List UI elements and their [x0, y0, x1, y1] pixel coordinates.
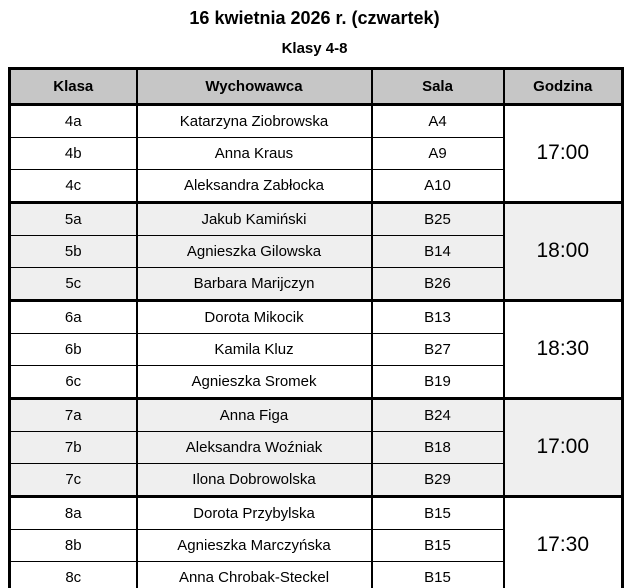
teacher-cell: Ilona Dobrowolska: [137, 463, 372, 496]
room-cell: B26: [372, 267, 504, 300]
room-cell: A10: [372, 169, 504, 202]
class-cell: 6b: [10, 333, 137, 365]
teacher-cell: Anna Figa: [137, 398, 372, 431]
table-row: [10, 300, 623, 333]
document-header: [0, 0, 629, 57]
column-header-sala: Sala: [372, 68, 504, 104]
teacher-cell: Barbara Marijczyn: [137, 267, 372, 300]
room-cell: B13: [372, 300, 504, 333]
teacher-cell: Agnieszka Sromek: [137, 365, 372, 398]
class-group-5: [10, 202, 623, 300]
teacher-cell: Anna Kraus: [137, 137, 372, 169]
class-cell: 5c: [10, 267, 137, 300]
teacher-cell: Agnieszka Gilowska: [137, 235, 372, 267]
teacher-cell: Dorota Mikocik: [137, 300, 372, 333]
page-title: 16 kwietnia 2026 r. (czwartek): [189, 8, 440, 28]
teacher-cell: Dorota Przybylska: [137, 496, 372, 529]
room-cell: B25: [372, 202, 504, 235]
class-cell: 5a: [10, 202, 137, 235]
teacher-cell: Kamila Kluz: [137, 333, 372, 365]
teacher-cell: Jakub Kamiński: [137, 202, 372, 235]
class-cell: 6c: [10, 365, 137, 398]
room-cell: B15: [372, 529, 504, 561]
teacher-cell: Anna Chrobak-Steckel: [137, 561, 372, 588]
class-group-8: [10, 496, 623, 588]
class-cell: 7a: [10, 398, 137, 431]
class-group-7: [10, 398, 623, 496]
teacher-cell: Aleksandra Zabłocka: [137, 169, 372, 202]
class-group-4: [10, 104, 623, 202]
room-cell: B27: [372, 333, 504, 365]
teacher-cell: Aleksandra Woźniak: [137, 431, 372, 463]
table-row: [10, 398, 623, 431]
class-cell: 8a: [10, 496, 137, 529]
room-cell: B14: [372, 235, 504, 267]
page-subtitle: Klasy 4-8: [281, 39, 348, 57]
class-group-6: [10, 300, 623, 398]
column-header-wychowawca: Wychowawca: [137, 68, 372, 104]
class-cell: 7c: [10, 463, 137, 496]
room-cell: B29: [372, 463, 504, 496]
teacher-cell: Katarzyna Ziobrowska: [137, 104, 372, 137]
class-cell: 8c: [10, 561, 137, 588]
room-cell: A9: [372, 137, 504, 169]
class-cell: 4a: [10, 104, 137, 137]
schedule-table: [8, 67, 624, 588]
table-row: [10, 202, 623, 235]
column-header-klasa: Klasa: [10, 68, 137, 104]
room-cell: B19: [372, 365, 504, 398]
class-cell: 5b: [10, 235, 137, 267]
time-cell: 17:30: [504, 496, 623, 588]
room-cell: A4: [372, 104, 504, 137]
room-cell: B18: [372, 431, 504, 463]
column-header-godzina: Godzina: [504, 68, 623, 104]
class-cell: 8b: [10, 529, 137, 561]
table-header-row: [10, 68, 623, 104]
room-cell: B15: [372, 561, 504, 588]
table-row: [10, 104, 623, 137]
room-cell: B24: [372, 398, 504, 431]
class-cell: 4c: [10, 169, 137, 202]
time-cell: 18:30: [504, 300, 623, 398]
time-cell: 17:00: [504, 104, 623, 202]
class-cell: 7b: [10, 431, 137, 463]
time-cell: 18:00: [504, 202, 623, 300]
room-cell: B15: [372, 496, 504, 529]
time-cell: 17:00: [504, 398, 623, 496]
teacher-cell: Agnieszka Marczyńska: [137, 529, 372, 561]
class-cell: 4b: [10, 137, 137, 169]
table-row: [10, 496, 623, 529]
class-cell: 6a: [10, 300, 137, 333]
